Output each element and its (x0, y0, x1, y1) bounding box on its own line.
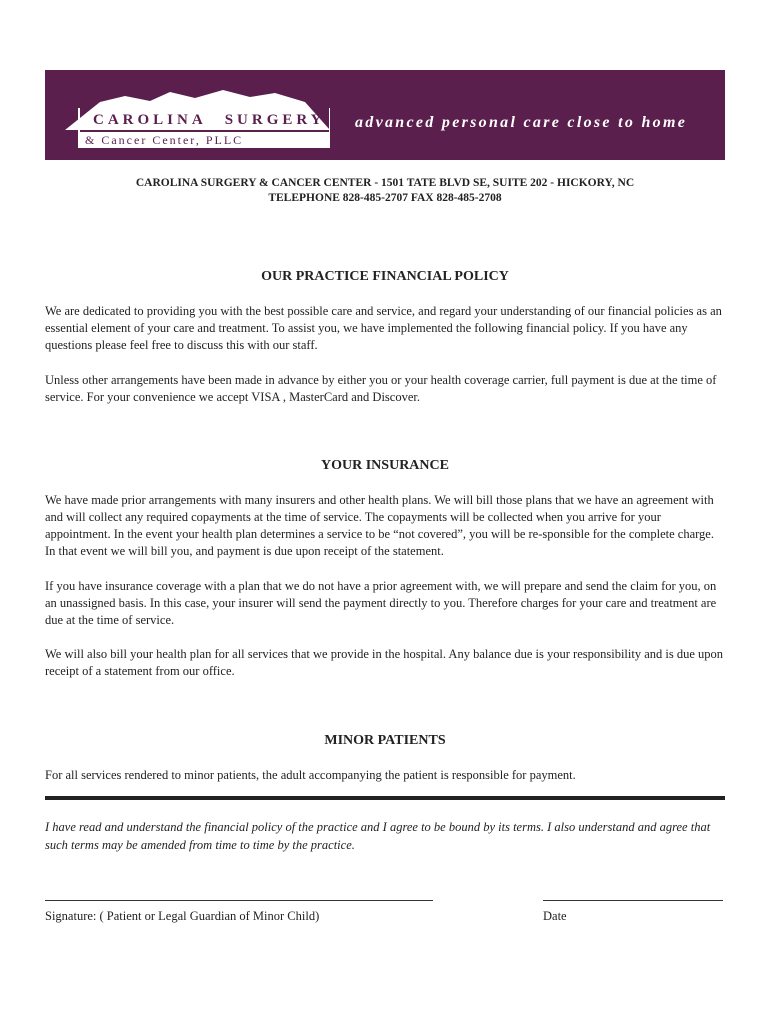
insurance-paragraph-1: We have made prior arrangements with many insurers and other health plans. We will bill those plans that we have an agreement with and will collect any required copayments at the time of service. The copayments will be collected when you arrive for your appointment. In the event your health plan determines a service to be “not covered”, you will be re-sponsible for the complete charge. In that event we will bill you, and payment is due upon receipt of the statement. (45, 493, 714, 558)
logo-word-carolina: CAROLINA (93, 112, 207, 128)
logo-subline: & Cancer Center, PLLC (79, 132, 330, 148)
phone-fax-line: TELEPHONE 828-485-2707 FAX 828-485-2708 (268, 192, 502, 204)
signature-field[interactable] (45, 886, 433, 901)
acknowledgement-statement: I have read and understand the financial policy of the practice and I agree to be bound by its terms. I also understand and agree that such terms may be amended from time to time by the practice. (45, 820, 711, 852)
minor-patients-paragraph: For all services rendered to minor patients, the adult accompanying the patient is responsible for payment. (45, 768, 576, 782)
financial-policy-heading: OUR PRACTICE FINANCIAL POLICY (261, 269, 509, 284)
insurance-heading: YOUR INSURANCE (321, 458, 449, 473)
date-field[interactable] (543, 886, 723, 901)
minor-patients-heading: MINOR PATIENTS (324, 733, 446, 748)
insurance-paragraph-3: We will also bill your health plan for all services that we provide in the hospital. Any balance due is your responsibility and is due upon receipt of a statement from our office. (45, 647, 724, 678)
financial-policy-paragraph-2: Unless other arrangements have been made in advance by either you or your health coverage carrier, full payment is due at the time of service. For your convenience we accept VISA , MasterCard and Discover. (45, 373, 717, 404)
signature-label: Signature: ( Patient or Legal Guardian of Minor Child) (45, 909, 320, 923)
header-banner (45, 70, 725, 160)
practice-logo (65, 88, 330, 148)
date-label: Date (543, 909, 567, 923)
divider-rule (45, 796, 725, 800)
logo-word-surgery: SURGERY (224, 112, 326, 128)
financial-policy-paragraph-1: We are dedicated to providing you with the best possible care and service, and regard your understanding of our financial policies as an essential element of your care and treatment. To assist you, we have implemented the following financial policy. If you have any questions please feel free to discuss this with our staff. (45, 304, 722, 352)
address-line: CAROLINA SURGERY & CANCER CENTER - 1501 TATE BLVD SE, SUITE 202 - HICKORY, NC (135, 177, 635, 189)
tagline: advanced personal care close to home (355, 114, 688, 131)
insurance-paragraph-2: If you have insurance coverage with a plan that we do not have a prior agreement with, we will prepare and send the claim for you, on an unassigned basis. In this case, your insurer will send the payment directly to you. Therefore charges for your care and treatment are due at the time of service. (45, 579, 717, 627)
logo-wordmark (93, 112, 326, 129)
